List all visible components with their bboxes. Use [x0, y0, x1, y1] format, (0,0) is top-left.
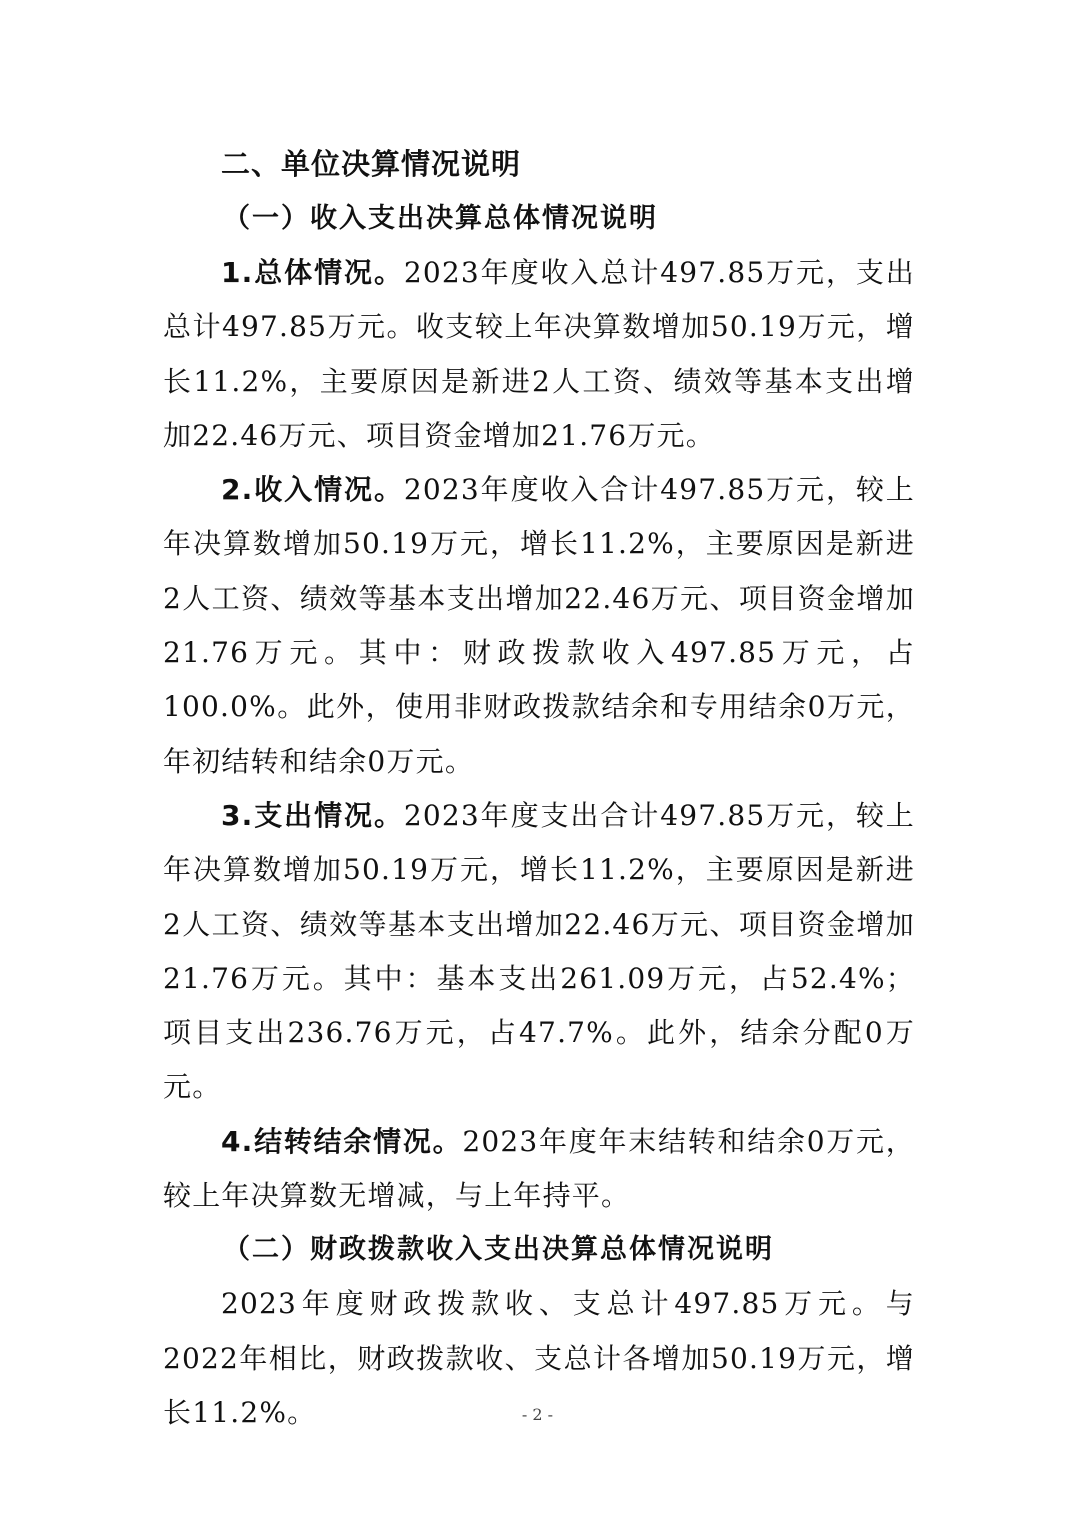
paragraph-expenditure [163, 789, 915, 1115]
paragraph-body: 2023年度年末结转和结余0万元，较上年决算数无增减，与上年持平。 [163, 1124, 915, 1213]
paragraph-body: 2023年度收入总计497.85万元，支出总计497.85万元。收支较上年决算数增加50.19万元，增长11.2%，主要原因是新进2人工资、绩效等基本支出增加22.46万元、项目资金增加21.76万元。 [163, 256, 915, 452]
paragraph-body: 2023年度收入合计497.85万元，较上年决算数增加50.19万元，增长11.2%，主要原因是新进2人工资、绩效等基本支出增加22.46万元、项目资金增加21.76万元。其中：财政拨款收入497.85万元，占100.0%。此外，使用非财政拨款结余和专用结余0万元，年初结转和结余0万元。 [163, 473, 915, 778]
paragraph-lead: 2.收入情况。 [221, 473, 404, 507]
section-title: 二、单位决算情况说明 [221, 147, 522, 181]
paragraph-lead: 3.支出情况。 [221, 798, 404, 832]
paragraph-lead: 4.结转结余情况。 [221, 1124, 463, 1158]
document-page [163, 136, 915, 1440]
page-number: - 2 - [521, 1405, 554, 1424]
subsection-title-fiscal-appropriation: （二）财政拨款收入支出决算总体情况说明 [223, 1234, 774, 1266]
paragraph-body: 2023年度财政拨款收、支总计497.85万元。与2022年相比，财政拨款收、支总计各增加50.19万元，增长11.2%。 [163, 1287, 915, 1429]
paragraph-overall [163, 246, 915, 463]
paragraph-lead: 1.总体情况。 [221, 256, 404, 289]
subsection-title-income-expenditure: （一）收入支出决算总体情况说明 [223, 203, 658, 234]
paragraph-body: 2023年度支出合计497.85万元，较上年决算数增加50.19万元，增长11.2%，主要原因是新进2人工资、绩效等基本支出增加22.46万元、项目资金增加21.76万元。其中：基本支出261.09万元，占52.4%；项目支出236.76万元，占47.7%。此外，结余分配0万元。 [163, 798, 915, 1104]
paragraph-carryover [163, 1115, 915, 1224]
paragraph-income [163, 463, 915, 789]
